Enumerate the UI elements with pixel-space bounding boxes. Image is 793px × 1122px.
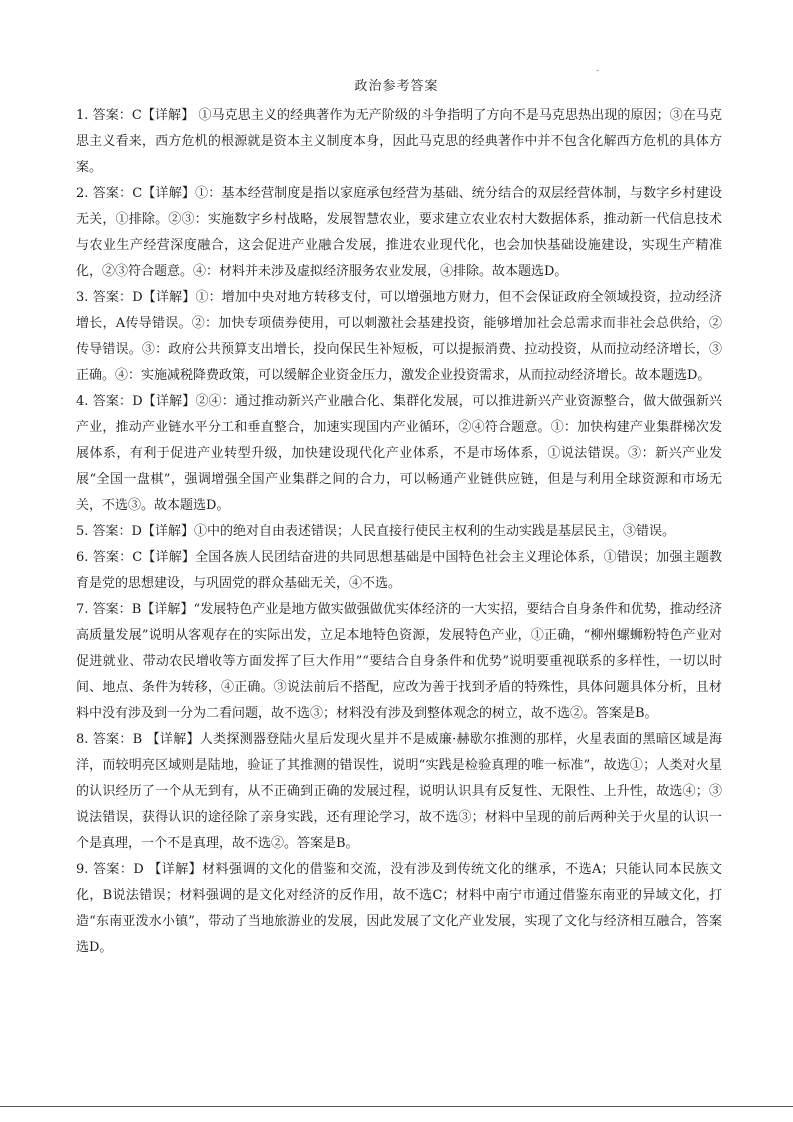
- answer-item-1: 1. 答案：C【详解】 ①马克思主义的经典著作为无产阶级的斗争指明了方向不是马克思热出现的原因；③在马克思主义看来，西方危机的根源就是资本主义制度本身，因此马克思的经典著作中并不包含化解西方危机的具体方案。: [76, 108, 722, 175]
- answer-item-2: 2. 答案：C【详解】①：基本经营制度是指以家庭承包经营为基础、统分结合的双层经营体制，与数字乡村建设无关，①排除。②③：实施数字乡村战略，发展智慧农业，要求建立农业农村大数据体系，推动新一代信息技术与农业生产经营深度融合，这会促进产业融合发展，推进农业现代化，也会加快基础设施建设，实现生产精准化，②③符合题意。④：材料并未涉及虚拟经济服务农业发展，④排除。故本题选D。: [76, 186, 722, 279]
- answer-item-6: 6. 答案：C【详解】全国各族人民团结奋进的共同思想基础是中国特色社会主义理论体系，①错误；加强主题教育是党的思想建设，与巩固党的群众基础无关，④不选。: [76, 550, 722, 591]
- answer-item-7: 7. 答案：B【详解】“发展特色产业是地方做实做强做优实体经济的一大实招，要结合自身条件和优势，推动经济高质量发展”说明从客观存在的实际出发，立足本地特色资源，发展特色产业，①正确，“柳州螺蛳粉特色产业对促进就业、带动农民增收等方面发挥了巨大作用”“要结合自身条件和优势”说明要重视联系的多样性，一切以时间、地点、条件为转移，④正确。③说法前后不搭配，应改为善于找到矛盾的特殊性，具体问题具体分析，且材料中没有涉及到一分为二看问题，故不选③；材料没有涉及到整体观念的树立，故不选②。答案是B。: [76, 602, 722, 721]
- answer-item-9: 9. 答案：D 【详解】材料强调的文化的借鉴和交流，没有涉及到传统文化的继承，不选A；只能认同本民族文化，B说法错误；材料强调的是文化对经济的反作用，故不选C；材料中南宁市通过借鉴东南亚的异域文化，打造“东南亚泼水小镇”，带动了当地旅游业的发展，因此发展了文化产业发展，实现了文化与经济相互融合，答案选D。: [76, 862, 722, 955]
- bottom-divider: [0, 1106, 793, 1107]
- answer-item-3: 3. 答案：D【详解】①：增加中央对地方转移支付，可以增强地方财力，但不会保证政府全领域投资，拉动经济增长，A传导错误。②：加快专项债券使用，可以刺激社会基建投资，能够增加社会总需求而非社会总供给，②传导错误。③：政府公共预算支出增长，投向保民生补短板，可以提振消费、拉动投资，从而拉动经济增长，③正确。④：实施减税降费政策，可以缓解企业资金压力，激发企业投资需求，从而拉动经济增长。故本题选D。: [76, 290, 722, 383]
- answer-item-4: 4. 答案：D【详解】②④：通过推动新兴产业融合化、集群化发展，可以推进新兴产业资源整合，做大做强新兴产业，推动产业链水平分工和垂直整合，加速实现国内产业循环，②④符合题意。①：加快构建产业集群梯次发展体系，有利于促进产业转型升级，加快建设现代化产业体系，不是市场体系，①说法错误。③：新兴产业发展“全国一盘棋”，强调增强全国产业集群之间的合力，可以畅通产业链供应链，但是与利用全球资源和市场无关，不选③。故本题选D。: [76, 394, 722, 513]
- answer-item-8: 8. 答案：B 【详解】人类探测器登陆火星后发现火星并不是威廉·赫歇尔推测的那样，火星表面的黑暗区域是海洋，而较明亮区域则是陆地，验证了其推测的错误性，说明“实践是检验真理的唯一标准”，故选①；人类对火星的认识经历了一个从无到有，从不正确到正确的发展过程，说明认识具有反复性、无限性、上升性，故选④；③说法错误，获得认识的途径除了亲身实践，还有理论学习，故不选③；材料中呈现的前后两种关于火星的认识一个是真理，一个不是真理，故不选②。答案是B。: [76, 732, 722, 851]
- scan-mark: [596, 70, 599, 71]
- page-title: 政治参考答案: [354, 79, 439, 94]
- answer-list: [76, 103, 722, 961]
- answer-item-5: 5. 答案：D【详解】①中的绝对自由表述错误；人民直接行使民主权利的生动实践是基层民主，③错误。: [76, 524, 675, 539]
